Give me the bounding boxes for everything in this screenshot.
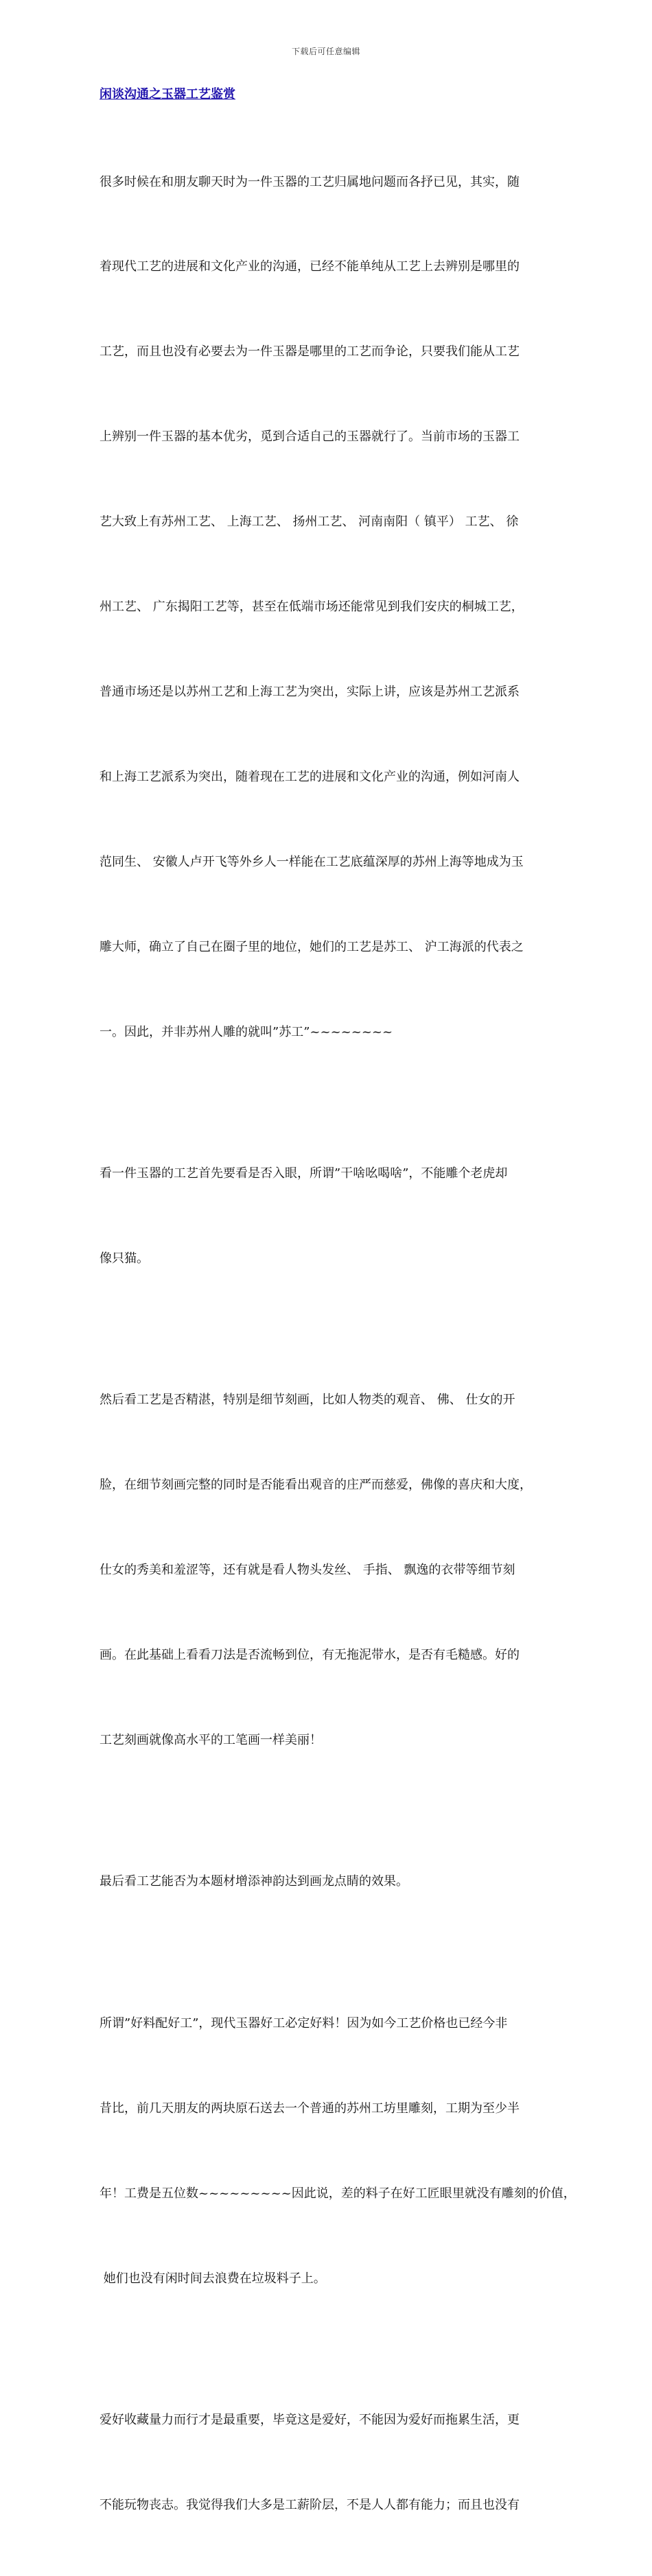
text-line: 然后看工艺是否精湛，特别是细节刻画，比如人物类的观音、 佛、 仕女的开 — [100, 1393, 515, 1408]
header-note: 下载后可任意编辑 — [291, 47, 360, 56]
paragraph-4 — [100, 1811, 559, 1952]
text-line: 爱好收藏量力而行才是最重要，毕竟这是爱好，不能因为爱好而拖累生活，更 — [100, 2413, 520, 2428]
text-line: 脸，在细节刻画完整的同时是否能看出观音的庄严而慈爱，佛像的喜庆和大度， — [100, 1478, 532, 1493]
paragraph-6 — [100, 2349, 559, 2575]
text-line: 仕女的秀美和羞涩等，还有就是看人物头发丝、 手指、 飘逸的衣带等细节刻 — [100, 1563, 515, 1578]
text-line: 很多时候在和朋友聊天时为一件玉器的工艺归属地问题而各抒已见，其实，随 — [100, 174, 520, 189]
paragraph-3 — [100, 1330, 559, 1811]
text-line: 昔比，前几天朋友的两块原石送去一个普通的苏州工坊里雕刻，工期为至少半 — [100, 2101, 520, 2116]
paragraph-2 — [100, 1102, 559, 1329]
text-line: 和上海工艺派系为突出，随着现在工艺的进展和文化产业的沟通，例如河南人 — [100, 769, 520, 784]
text-line: 工艺刻画就像高水平的工笔画一样美丽！ — [100, 1732, 322, 1747]
text-line: 年！工费是五位数~~~~~~~~~因此说，差的料子在好工匠眼里就没有雕刻的价值， — [100, 2186, 576, 2201]
article-body — [100, 85, 576, 2576]
paragraph-1 — [100, 111, 559, 1102]
text-line: 画。在此基础上看看刀法是否流畅到位，有无拖泥带水，是否有毛糙感。好的 — [100, 1648, 520, 1663]
text-line: 最后看工艺能否为本题材增添神韵达到画龙点睛的效果。 — [100, 1874, 408, 1889]
text-line: 看一件玉器的工艺首先要看是否入眼，所谓”干啥吆喝啥”，不能雕个老虎却 — [100, 1166, 508, 1181]
text-line: 雕大师，确立了自己在圈子里的地位，她们的工艺是苏工、 沪工海派的代表之 — [100, 939, 524, 954]
article-title-link[interactable]: 闲谈沟通之玉器工艺鉴赏 — [100, 87, 235, 102]
text-line: 着现代工艺的进展和文化产业的沟通，已经不能单纯从工艺上去辨别是哪里的 — [100, 259, 520, 274]
paragraph-5 — [100, 1952, 576, 2349]
text-line: 艺大致上有苏州工艺、 上海工艺、 扬州工艺、 河南南阳（ 镇平） 工艺、 徐 — [100, 515, 519, 530]
text-line: 一。因此，并非苏州人雕的就叫”苏工”~~~~~~~~ — [100, 1024, 393, 1039]
text-line: 普通市场还是以苏州工艺和上海工艺为突出，实际上讲，应该是苏州工艺派系 — [100, 684, 520, 699]
text-line: 工艺，而且也没有必要去为一件玉器是哪里的工艺而争论，只要我们能从工艺 — [100, 344, 520, 359]
text-line: 像只猫。 — [100, 1251, 149, 1266]
text-line: 范同生、 安徽人卢开飞等外乡人一样能在工艺底蕴深厚的苏州上海等地成为玉 — [100, 854, 524, 869]
text-line: 上辨别一件玉器的基本优劣，觅到合适自己的玉器就行了。当前市场的玉器工 — [100, 429, 520, 445]
text-line: 所谓”好料配好工”，现代玉器好工必定好料！因为如今工艺价格也已经今非 — [100, 2016, 508, 2031]
text-line: 州工艺、 广东揭阳工艺等，甚至在低端市场还能常见到我们安庆的桐城工艺， — [100, 600, 524, 615]
text-line: 她们也没有闲时间去浪费在垃圾料子上。 — [100, 2271, 326, 2286]
text-line: 不能玩物丧志。我觉得我们大多是工薪阶层，不是人人都有能力；而且也没有 — [100, 2497, 520, 2512]
